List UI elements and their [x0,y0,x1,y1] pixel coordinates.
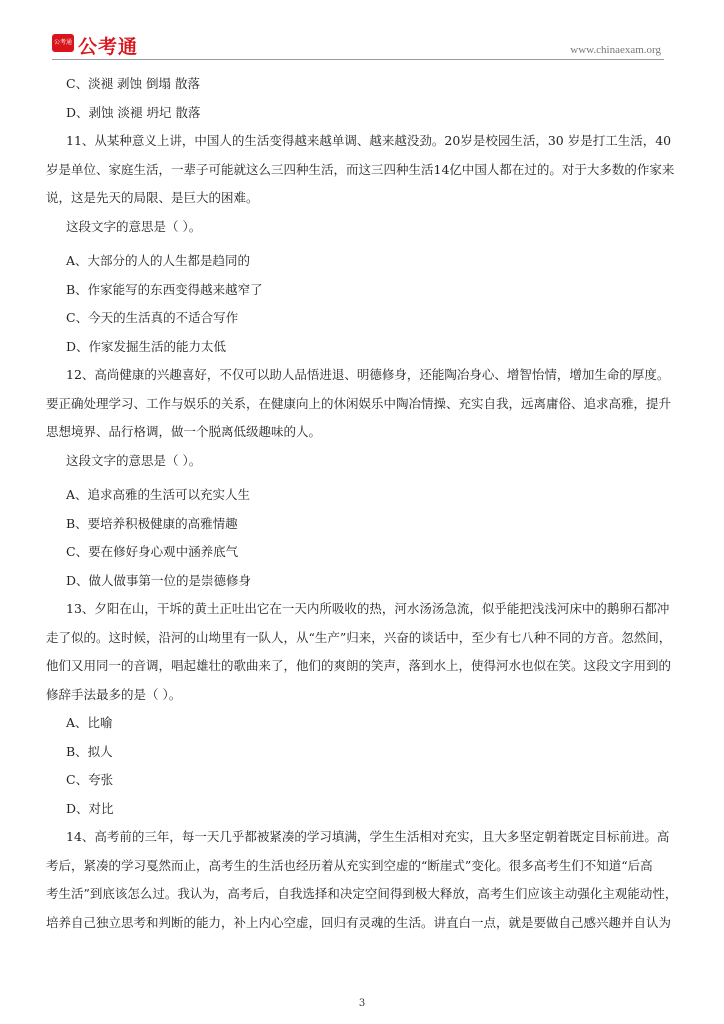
question-13-line: 走了似的。这时候，沿河的山坳里有一队人，从“生产”归来，兴奋的谈话中，至少有七八种不同的方音。忽然间， [46,629,672,645]
question-14-line: 14、高考前的三年，每一天几乎都被紧凑的学习填满，学生生活相对充实，且大多坚定朝着既定目标前进。高 [66,829,670,844]
page-number: 3 [358,998,366,1009]
question-11-line: 岁是单位、家庭生活，一辈子可能就这么三四种生活，而这三四种生活14亿中国人都在过的。对于大多数的作家来 [46,161,675,177]
option-d: D、作家发掘生活的能力太低 [66,338,227,354]
question-12-prompt: 这段文字的意思是（ ）。 [66,452,202,468]
option-line: D、剥蚀 淡褪 坍圮 散落 [66,104,201,120]
option-a: A、比喻 [66,715,113,730]
option-a: A、大部分的人的人生都是趋同的 [66,253,251,268]
option-b: B、作家能写的东西变得越来越窄了 [66,281,263,297]
question-12-line: 要正确处理学习、工作与娱乐的关系，在健康向上的休闲娱乐中陶冶情操、充实自我，远离庸俗、追求高雅，提升 [46,395,672,411]
question-11-line: 11、从某种意义上讲，中国人的生活变得越来越单调、越来越没劲。20岁是校园生活，30 岁是打工生活，40 [66,133,672,148]
question-12-line: 思想境界、品行格调，做一个脱离低级趣味的人。 [46,424,322,439]
option-d: D、对比 [66,800,114,816]
question-13-line: 13、夕阳在山，干坼的黄土正吐出它在一天内所吸收的热，河水汤汤急流，似乎能把浅浅河床中的鹅卵石都冲 [66,601,670,616]
logo-text: 公考通 [78,36,139,58]
logo-badge: 公考通 [52,34,74,52]
option-b: B、拟人 [66,743,113,759]
site-url: www.chinaexam.org [570,44,661,56]
question-13-line: 他们又用同一的音调，唱起雄壮的歌曲来了，他们的爽朗的笑声，落到水上，使得河水也似在笑。这段文字用到的 [46,658,672,673]
question-11-line: 说，这是先天的局限、是巨大的困难。 [46,190,259,205]
question-11-prompt: 这段文字的意思是（ ）。 [66,218,202,234]
header-divider [52,59,664,60]
option-b: B、要培养积极健康的高雅情趣 [66,515,238,531]
question-14-line: 考后，紧凑的学习戛然而止，高考生的生活也经历着从充实到空虚的“断崖式”变化。很多高考生们不知道“后高 [46,857,653,873]
page-header [0,0,724,62]
question-14-line: 考生活”到底该怎么过。我认为，高考后，自我选择和决定空间得到极大释放，高考生们应该主动强化主观能动性， [46,886,678,901]
question-13-line: 修辞手法最多的是（ ）。 [46,686,182,702]
option-c: C、要在修好身心观中涵养底气 [66,544,239,559]
option-d: D、做人做事第一位的是崇德修身 [66,572,252,588]
question-14-line: 培养自己独立思考和判断的能力，补上内心空虚，回归有灵魂的生活。讲直白一点，就是要做自己感兴趣并自认为 [46,914,672,930]
option-c: C、今天的生活真的不适合写作 [66,310,239,325]
option-a: A、追求高雅的生活可以充实人生 [66,487,251,502]
document-body [46,70,684,937]
option-line: C、淡褪 剥蚀 倒塌 散落 [66,76,200,91]
option-c: C、夸张 [66,772,114,787]
question-12-line: 12、高尚健康的兴趣喜好，不仅可以助人品悟进退、明德修身，还能陶冶身心、增智怡情，增加生命的厚度。 [66,367,670,382]
